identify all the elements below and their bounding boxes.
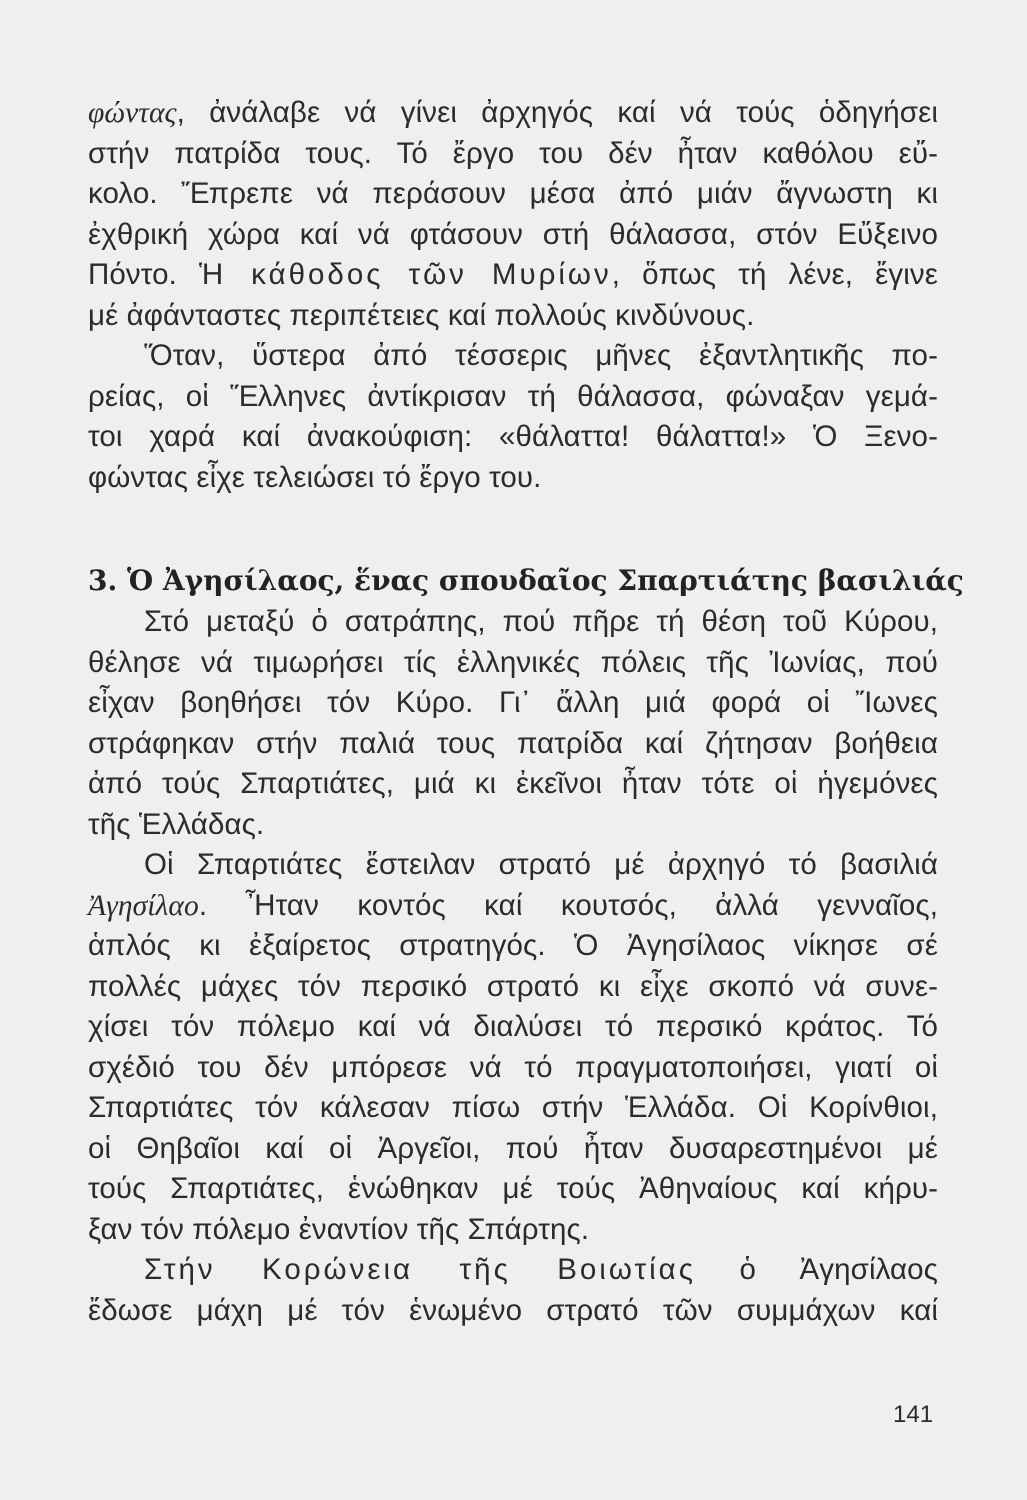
text-line: εἶχαν βοηθήσει τόν Κύρο. Γι᾿ ἄλλη μιά φορά οἱ Ἴωνες <box>88 686 938 719</box>
text-line: φώντας, ἀνάλαβε νά γίνει ἀρχηγός καί νά τούς ὁδηγήσει <box>88 96 938 129</box>
italic-name-agesilaus: Ἀγησίλαο <box>88 889 199 922</box>
paragraph-satrap-ionia <box>88 602 938 845</box>
text-line: ἐχθρική χώρα καί νά φτάσουν στή θάλασσα, στόν Εὔξεινο <box>88 217 938 251</box>
text-line: χίσει τόν πόλεμο καί νά διαλύσει τό περσικό κράτος. Τό <box>88 1010 938 1043</box>
paragraph-thalatta <box>88 336 938 498</box>
text-line: Οἱ Σπαρτιάτες ἔστειλαν στρατό μέ ἀρχηγό τό βασιλιά <box>144 848 938 881</box>
text-line: ἀπό τούς Σπαρτιάτες, μιά κι ἐκεῖνοι ἦταν τότε οἱ ἡγεμόνες <box>88 767 938 800</box>
spaced-term-anabasis: Ἡ κάθοδος τῶν Μυρίων <box>199 258 612 291</box>
text-line: Στήν Κορώνεια τῆς Βοιωτίας ὁ Ἀγησίλαος <box>144 1253 938 1286</box>
spaced-term-koroneia: Στήν Κορώνεια τῆς Βοιωτίας <box>144 1253 696 1286</box>
paragraph-xenophon-return <box>88 93 938 336</box>
text-line: Στό μεταξύ ὁ σατράπης, πού πῆρε τή θέση τοῦ Κύρου, <box>144 605 938 638</box>
paragraph-spartan-army <box>88 845 938 1250</box>
text-line: Ἀγησίλαο. Ἦταν κοντός καί κουτσός, ἀλλά γενναῖος, <box>88 888 938 922</box>
text-line: κολο. Ἔπρεπε νά περάσουν μέσα ἀπό μιάν ἄγνωστη κι <box>88 177 938 210</box>
text-line: οἱ Θηβαῖοι καί οἱ Ἀργεῖοι, πού ἦταν δυσαρεστημένοι μέ <box>88 1131 938 1165</box>
text-line: τῆς Ἑλλάδας. <box>88 807 265 841</box>
text-line: ἔδωσε μάχη μέ τόν ἑνωμένο στρατό τῶν συμμάχων καί <box>88 1293 938 1327</box>
page-content <box>88 93 964 1331</box>
text-line: Σπαρτιάτες τόν κάλεσαν πίσω στήν Ἑλλάδα. Οἱ Κορίνθιοι, <box>88 1091 938 1124</box>
text-line: σχέδιό του δέν μπόρεσε νά τό πραγματοποιήσει, γιατί οἱ <box>88 1050 938 1084</box>
text-line: ξαν τόν πόλεμο ἐναντίον τῆς Σπάρτης. <box>88 1212 590 1246</box>
text-line: Πόντο. Ἡ κάθοδος τῶν Μυρίων, ὅπως τή λένε, ἔγινε <box>88 258 938 291</box>
page-number: 141 <box>893 1401 934 1428</box>
text-line: τούς Σπαρτιάτες, ἑνώθηκαν μέ τούς Ἀθηναίους καί κήρυ- <box>88 1172 938 1205</box>
paragraph-koroneia <box>88 1250 938 1331</box>
text-line: φώντας εἶχε τελειώσει τό ἔργο του. <box>88 460 542 494</box>
text-line: ρείας, οἱ Ἕλληνες ἀντίκρισαν τή θάλασσα, φώναξαν γεμά- <box>88 379 938 413</box>
text-line: τοι χαρά καί ἀνακούφιση: «θάλαττα! θάλαττα!» Ὁ Ξενο- <box>88 420 938 453</box>
text-line: πολλές μάχες τόν περσικό στρατό κι εἶχε σκοπό νά συνε- <box>88 969 938 1003</box>
text-line: ἁπλός κι ἐξαίρετος στρατηγός. Ὁ Ἀγησίλαος νίκησε σέ <box>88 929 938 962</box>
text-line: Ὅταν, ὕστερα ἀπό τέσσερις μῆνες ἐξαντλητικῆς πο- <box>144 339 938 372</box>
text-line: στήν πατρίδα τους. Τό ἔργο του δέν ἦταν καθόλου εὔ- <box>88 136 938 170</box>
text-line: θέλησε νά τιμωρήσει τίς ἑλληνικές πόλεις τῆς Ἰωνίας, πού <box>88 645 938 679</box>
section-heading-agesilaus: 3. Ὁ Ἀγησίλαος, ἕνας σπουδαῖος Σπαρτιάτης βασιλιάς <box>88 564 964 597</box>
italic-name-xenophon: φώντας <box>88 97 177 129</box>
text-line: μέ ἀφάνταστες περιπέτειες καί πολλούς κινδύνους. <box>88 298 755 332</box>
text-line: στράφηκαν στήν παλιά τους πατρίδα καί ζήτησαν βοήθεια <box>88 726 938 760</box>
